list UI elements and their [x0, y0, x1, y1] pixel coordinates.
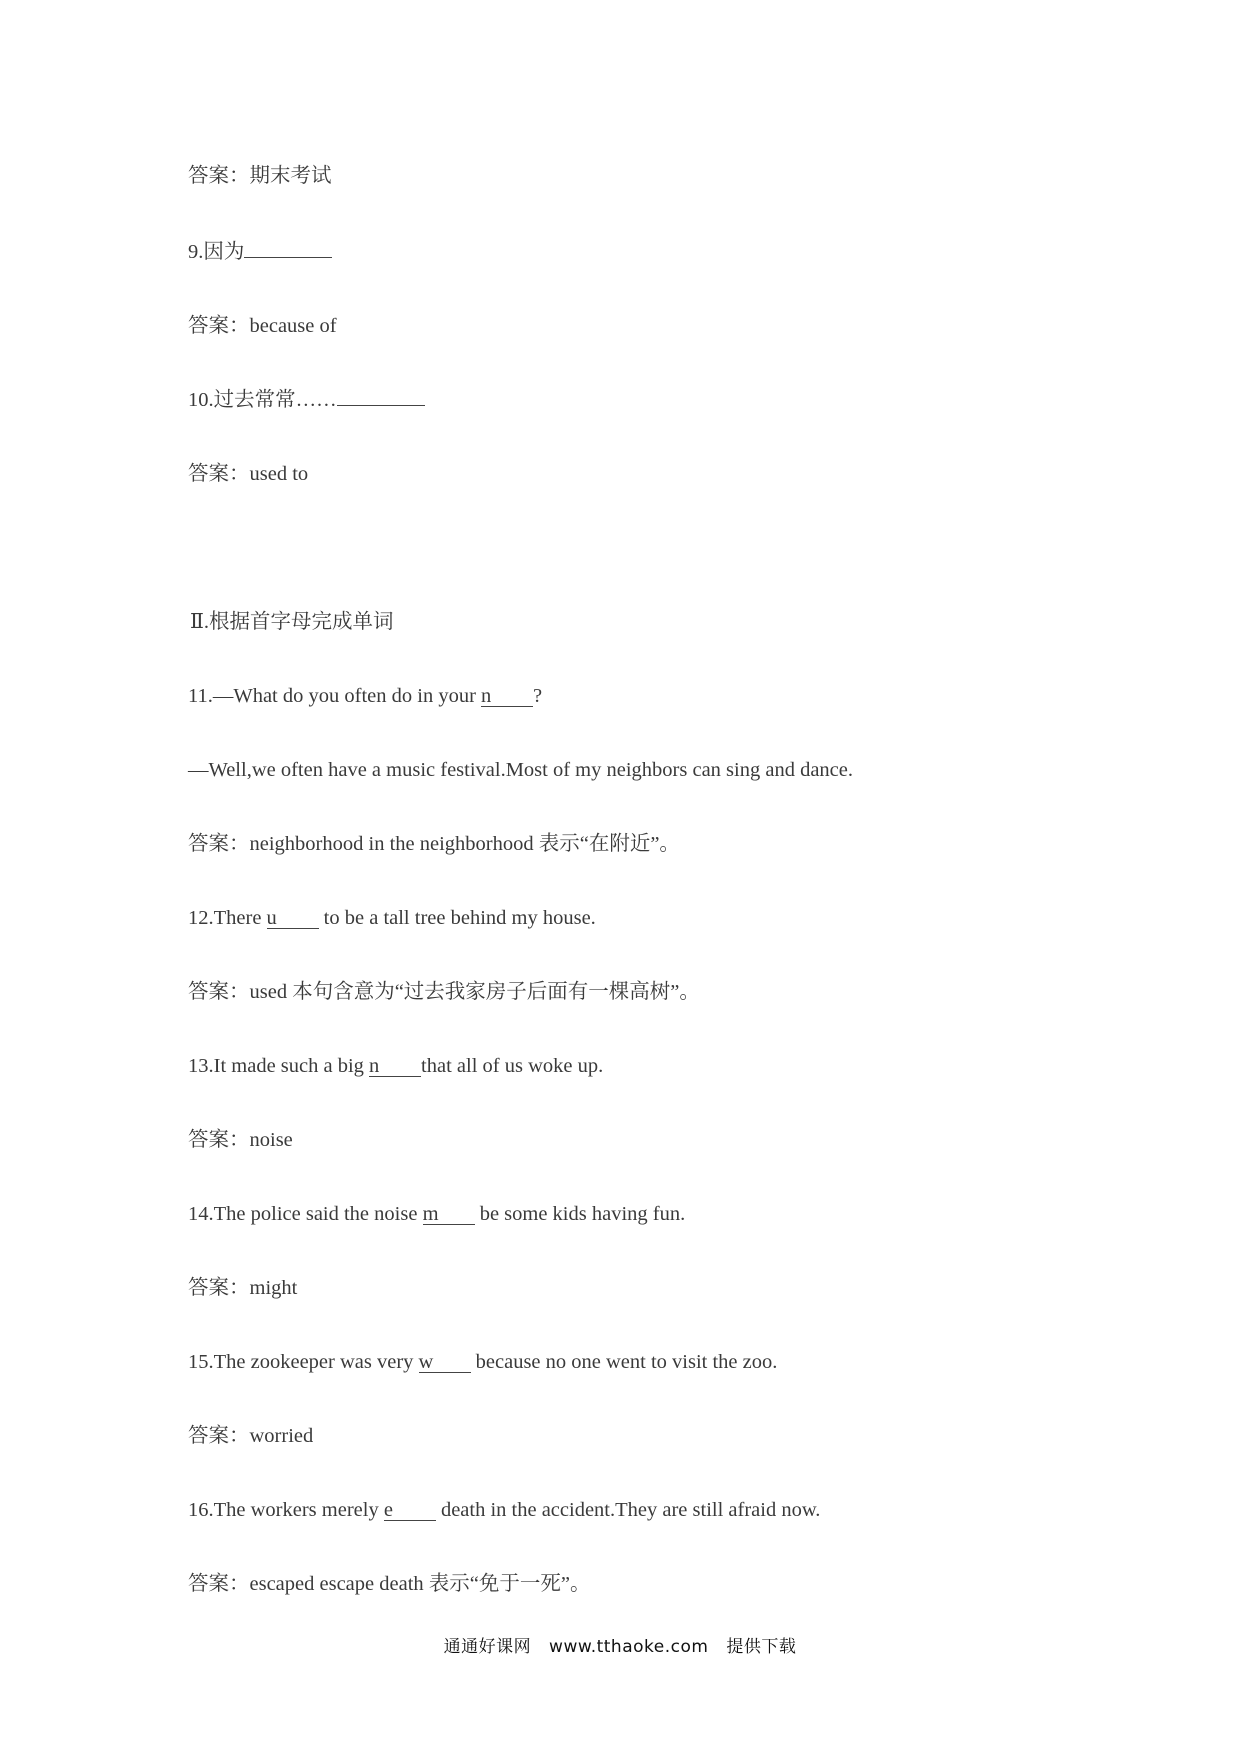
footer-suffix: 提供下载 [726, 1637, 797, 1657]
question-12 [188, 904, 596, 932]
answer-14: 答案：might [188, 1277, 298, 1299]
question-10 [188, 386, 425, 414]
question-13-pre: 13.It made such a big [188, 1055, 370, 1077]
answer-8: 答案：期末考试 [188, 165, 332, 187]
answer-11: 答案：neighborhood in the neighborhood 表示“在附近”。 [188, 833, 680, 855]
question-14-post: be some kids having fun. [474, 1203, 686, 1225]
question-15 [188, 1348, 777, 1376]
question-11-post: ? [533, 685, 543, 707]
question-14-pre: 14.The police said the noise [188, 1203, 423, 1225]
answer-blank [337, 387, 425, 406]
question-14 [188, 1200, 685, 1228]
initial-letter-blank: w [419, 1352, 471, 1373]
initial-letter-blank: n [369, 1056, 421, 1077]
answer-13: 答案：noise [188, 1129, 293, 1151]
initial-letter-blank: e [384, 1500, 436, 1521]
question-16 [188, 1496, 820, 1524]
footer-url-link[interactable]: www.tthaoke.com [549, 1637, 709, 1657]
footer-site-name: 通通好课网 [443, 1637, 532, 1657]
page-footer [0, 1632, 1240, 1657]
question-15-post: because no one went to visit the zoo. [470, 1351, 778, 1373]
question-9-text: 9.因为 [188, 241, 245, 263]
question-16-post: death in the accident.They are still afraid now. [435, 1499, 821, 1521]
question-11-pre: 11.—What do you often do in your [188, 685, 482, 707]
initial-letter-blank: u [267, 908, 319, 929]
answer-10: 答案：used to [188, 463, 309, 485]
question-12-post: to be a tall tree behind my house. [318, 907, 596, 929]
answer-15: 答案：worried [188, 1425, 314, 1447]
answer-blank [244, 239, 332, 258]
question-10-text: 10.过去常常…… [188, 389, 337, 411]
question-13 [188, 1052, 603, 1080]
answer-16: 答案：escaped escape death 表示“免于一死”。 [188, 1573, 591, 1595]
question-9 [188, 238, 332, 266]
answer-9: 答案：because of [188, 315, 337, 337]
question-11-response: —Well,we often have a music festival.Most of my neighbors can sing and dance. [188, 759, 853, 781]
question-13-post: that all of us woke up. [421, 1055, 604, 1077]
question-16-pre: 16.The workers merely [188, 1499, 384, 1521]
section-heading: Ⅱ.根据首字母完成单词 [190, 611, 394, 633]
initial-letter-blank: n [481, 686, 533, 707]
initial-letter-blank: m [423, 1204, 475, 1225]
question-11 [188, 682, 542, 710]
question-12-pre: 12.There [188, 907, 267, 929]
answer-12: 答案：used 本句含意为“过去我家房子后面有一棵高树”。 [188, 981, 700, 1003]
question-15-pre: 15.The zookeeper was very [188, 1351, 419, 1373]
